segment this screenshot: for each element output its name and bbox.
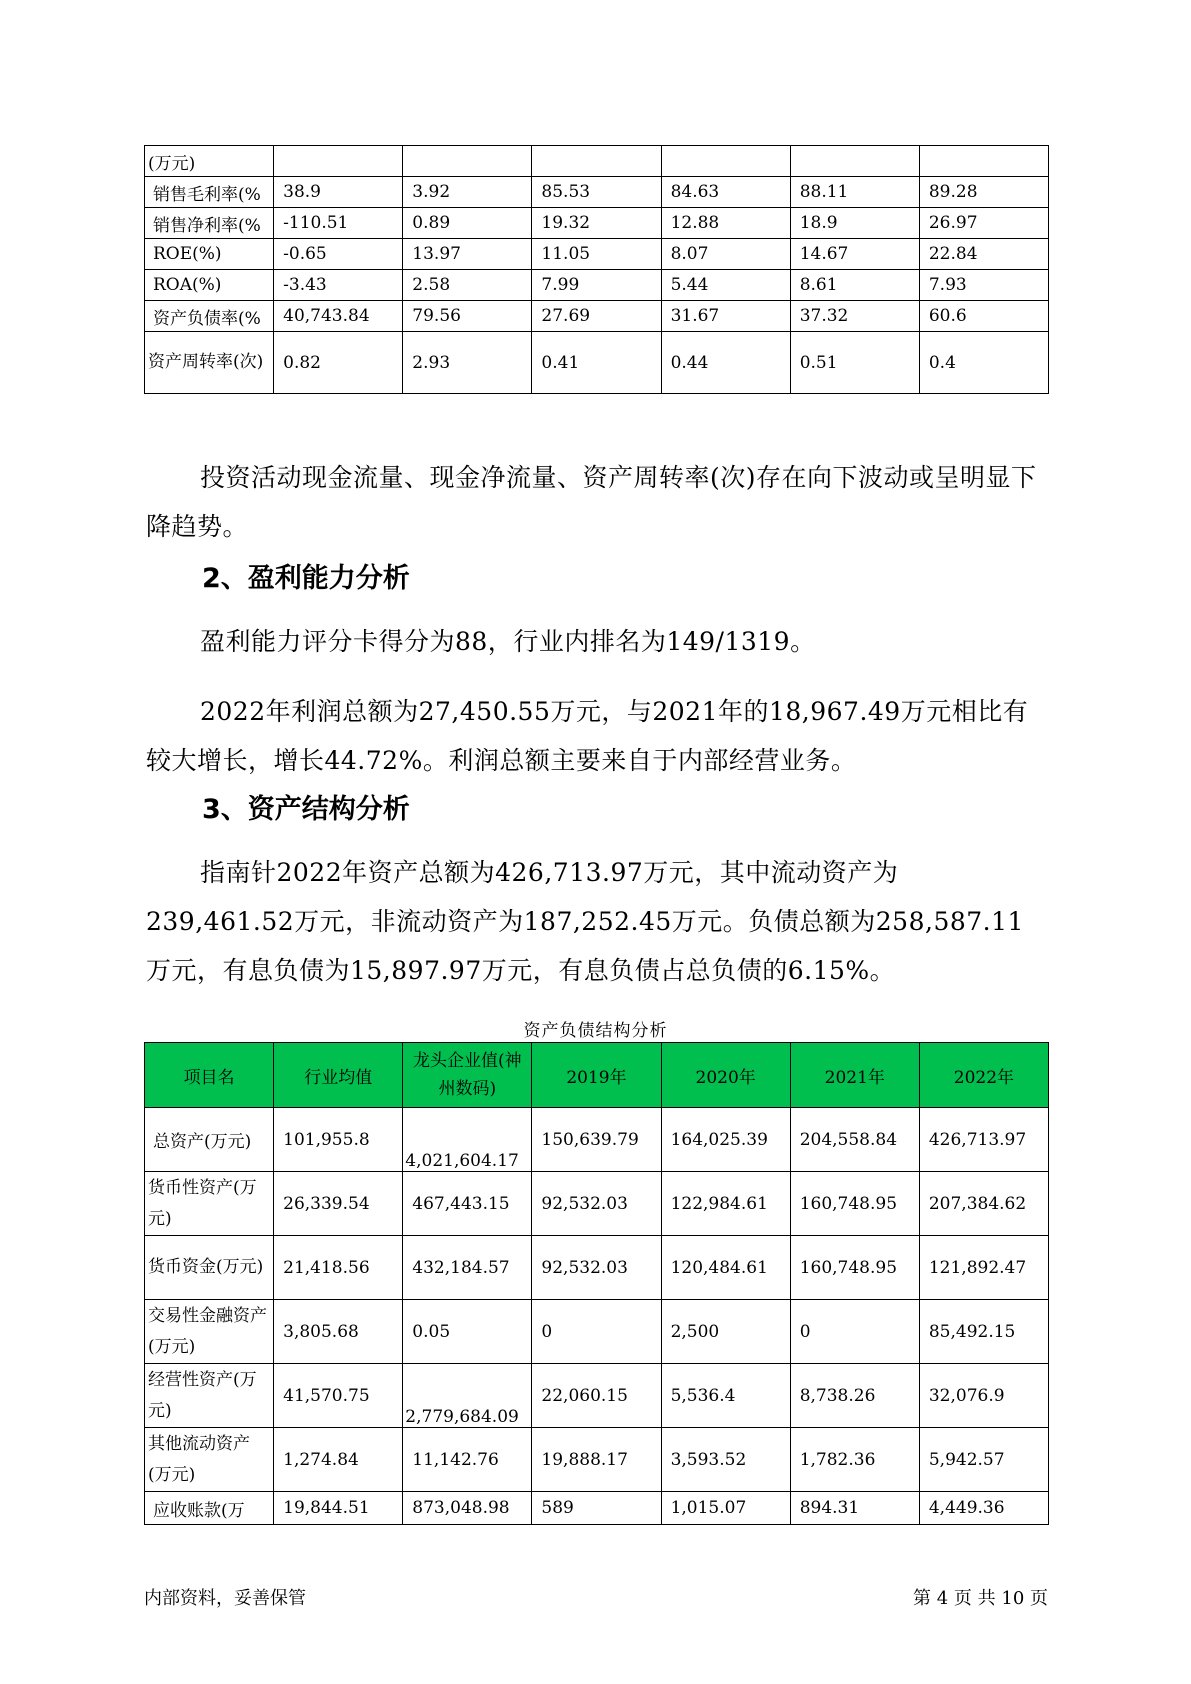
cell: 79.56 xyxy=(403,301,532,332)
cell: 60.6 xyxy=(919,301,1048,332)
cell: 11.05 xyxy=(532,239,661,270)
cell: 0.51 xyxy=(790,332,919,394)
paragraph-asset-summary: 指南针2022年资产总额为426,713.97万元，其中流动资产为239,461.52万元，非流动资产为187,252.45万元。负债总额为258,587.11万元，有息负债为15,897.97万元，有息负债占总负债的6.15%。 xyxy=(146,858,1024,985)
financial-ratio-table xyxy=(144,145,1049,394)
section-heading-asset-structure: 3、资产结构分析 xyxy=(202,794,410,825)
cell: 0.41 xyxy=(532,332,661,394)
cell: -110.51 xyxy=(274,208,403,239)
cell: 11,142.76 xyxy=(403,1428,532,1492)
footer-page-number: 第 4 页 共 10 页 xyxy=(913,1588,1048,1609)
row-label: (万元) xyxy=(145,146,274,177)
cell: 1,274.84 xyxy=(274,1428,403,1492)
cell: 122,984.61 xyxy=(661,1172,790,1236)
cell: 38.9 xyxy=(274,177,403,208)
cell: 0.82 xyxy=(274,332,403,394)
cell: 37.32 xyxy=(790,301,919,332)
cell: 18.9 xyxy=(790,208,919,239)
row-label: 资产周转率(次) xyxy=(145,332,274,394)
cell: 150,639.79 xyxy=(532,1108,661,1172)
cell: 894.31 xyxy=(790,1492,919,1525)
paragraph-trend: 投资活动现金流量、现金净流量、资产周转率(次)存在向下波动或呈明显下降趋势。 xyxy=(146,463,1037,541)
table-row xyxy=(145,1492,1049,1525)
footer-confidential-note: 内部资料，妥善保管 xyxy=(144,1588,306,1609)
table-caption: 资产负债结构分析 xyxy=(523,1021,668,1041)
cell: 0.44 xyxy=(661,332,790,394)
cell: 4,021,604.17 xyxy=(403,1108,532,1172)
cell: 92,532.03 xyxy=(532,1172,661,1236)
table-row xyxy=(145,270,1049,301)
cell: 32,076.9 xyxy=(919,1364,1048,1428)
cell: 5,942.57 xyxy=(919,1428,1048,1492)
cell: 164,025.39 xyxy=(661,1108,790,1172)
table-row xyxy=(145,1428,1049,1492)
cell: 2,500 xyxy=(661,1300,790,1364)
cell: 92,532.03 xyxy=(532,1236,661,1300)
cell: 0 xyxy=(790,1300,919,1364)
table-row xyxy=(145,177,1049,208)
cell: 22.84 xyxy=(919,239,1048,270)
table-row xyxy=(145,332,1049,394)
cell: 160,748.95 xyxy=(790,1236,919,1300)
cell: 5,536.4 xyxy=(661,1364,790,1428)
cell: -3.43 xyxy=(274,270,403,301)
cell: 89.28 xyxy=(919,177,1048,208)
cell: 0 xyxy=(532,1300,661,1364)
cell: 19,888.17 xyxy=(532,1428,661,1492)
cell: 1,782.36 xyxy=(790,1428,919,1492)
cell: 101,955.8 xyxy=(274,1108,403,1172)
cell: 26.97 xyxy=(919,208,1048,239)
cell: 589 xyxy=(532,1492,661,1525)
row-label: ROE(%) xyxy=(145,239,274,270)
cell: -0.65 xyxy=(274,239,403,270)
cell: 3,805.68 xyxy=(274,1300,403,1364)
cell: 204,558.84 xyxy=(790,1108,919,1172)
cell: 84.63 xyxy=(661,177,790,208)
row-label: 资产负债率(% xyxy=(145,301,274,332)
cell: 2.93 xyxy=(403,332,532,394)
balance-structure-table xyxy=(144,1042,1049,1525)
cell: 2.58 xyxy=(403,270,532,301)
row-label: 总资产(万元) xyxy=(145,1108,274,1172)
cell: 7.99 xyxy=(532,270,661,301)
table-row xyxy=(145,1236,1049,1300)
cell: 5.44 xyxy=(661,270,790,301)
cell: 4,449.36 xyxy=(919,1492,1048,1525)
cell: 467,443.15 xyxy=(403,1172,532,1236)
cell: 0.4 xyxy=(919,332,1048,394)
cell: 432,184.57 xyxy=(403,1236,532,1300)
table-row xyxy=(145,1300,1049,1364)
cell: 85,492.15 xyxy=(919,1300,1048,1364)
cell: 120,484.61 xyxy=(661,1236,790,1300)
row-label: 其他流动资产(万元) xyxy=(145,1428,274,1492)
cell: 207,384.62 xyxy=(919,1172,1048,1236)
cell: 873,048.98 xyxy=(403,1492,532,1525)
column-header: 2021年 xyxy=(790,1043,919,1108)
cell: 426,713.97 xyxy=(919,1108,1048,1172)
cell: 13.97 xyxy=(403,239,532,270)
cell: 40,743.84 xyxy=(274,301,403,332)
table-row xyxy=(145,239,1049,270)
cell xyxy=(532,146,661,177)
table-row xyxy=(145,301,1049,332)
row-label: 应收账款(万 xyxy=(145,1492,274,1525)
row-label: ROA(%) xyxy=(145,270,274,301)
cell: 85.53 xyxy=(532,177,661,208)
cell: 1,015.07 xyxy=(661,1492,790,1525)
table-header-row xyxy=(145,1043,1049,1108)
cell xyxy=(790,146,919,177)
table-row xyxy=(145,208,1049,239)
row-label: 经营性资产(万元) xyxy=(145,1364,274,1428)
row-label: 货币资金(万元) xyxy=(145,1236,274,1300)
cell xyxy=(919,146,1048,177)
cell: 7.93 xyxy=(919,270,1048,301)
table-row xyxy=(145,1108,1049,1172)
row-label: 货币性资产(万元) xyxy=(145,1172,274,1236)
table-row xyxy=(145,1364,1049,1428)
column-header: 2020年 xyxy=(661,1043,790,1108)
cell: 121,892.47 xyxy=(919,1236,1048,1300)
section-heading-profitability: 2、盈利能力分析 xyxy=(202,563,410,594)
cell: 8.61 xyxy=(790,270,919,301)
cell: 31.67 xyxy=(661,301,790,332)
row-label: 销售毛利率(% xyxy=(145,177,274,208)
cell: 19.32 xyxy=(532,208,661,239)
cell xyxy=(661,146,790,177)
table-row xyxy=(145,1172,1049,1236)
cell: 3,593.52 xyxy=(661,1428,790,1492)
cell xyxy=(403,146,532,177)
cell: 8.07 xyxy=(661,239,790,270)
column-header: 2022年 xyxy=(919,1043,1048,1108)
cell: 0.05 xyxy=(403,1300,532,1364)
cell: 19,844.51 xyxy=(274,1492,403,1525)
cell: 3.92 xyxy=(403,177,532,208)
cell: 8,738.26 xyxy=(790,1364,919,1428)
cell: 160,748.95 xyxy=(790,1172,919,1236)
cell: 12.88 xyxy=(661,208,790,239)
column-header: 2019年 xyxy=(532,1043,661,1108)
cell: 14.67 xyxy=(790,239,919,270)
cell xyxy=(274,146,403,177)
cell: 27.69 xyxy=(532,301,661,332)
column-header: 龙头企业值(神州数码) xyxy=(403,1043,532,1108)
cell: 21,418.56 xyxy=(274,1236,403,1300)
paragraph-profit-score: 盈利能力评分卡得分为88，行业内排名为149/1319。 xyxy=(200,627,816,656)
row-label: 交易性金融资产(万元) xyxy=(145,1300,274,1364)
table-row xyxy=(145,146,1049,177)
cell: 26,339.54 xyxy=(274,1172,403,1236)
column-header: 行业均值 xyxy=(274,1043,403,1108)
paragraph-profit-total: 2022年利润总额为27,450.55万元，与2021年的18,967.49万元相比有较大增长，增长44.72%。利润总额主要来自于内部经营业务。 xyxy=(146,697,1029,775)
cell: 41,570.75 xyxy=(274,1364,403,1428)
cell: 88.11 xyxy=(790,177,919,208)
cell: 22,060.15 xyxy=(532,1364,661,1428)
cell: 0.89 xyxy=(403,208,532,239)
cell: 2,779,684.09 xyxy=(403,1364,532,1428)
row-label: 销售净利率(% xyxy=(145,208,274,239)
column-header: 项目名 xyxy=(145,1043,274,1108)
